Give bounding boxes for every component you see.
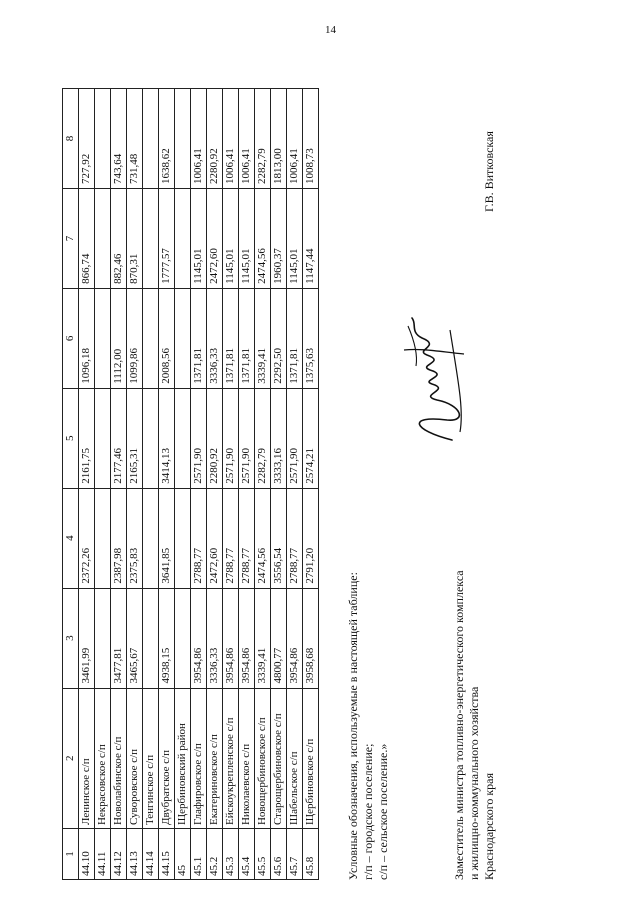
tariff-value: 2387,98 <box>111 488 127 588</box>
notes-line: с/п – сельское поселение.» <box>376 743 390 880</box>
tariff-value: 1371,81 <box>239 288 255 388</box>
tariff-value <box>143 288 159 388</box>
official-title-line: Заместитель министра топливно-энергетического комплекса <box>452 570 466 880</box>
tariff-value <box>175 388 191 488</box>
tariff-value: 3414,13 <box>159 388 175 488</box>
tariff-value: 3477,81 <box>111 588 127 688</box>
tariff-value: 731,48 <box>127 89 143 189</box>
tariff-value <box>143 588 159 688</box>
tariff-value: 1145,01 <box>287 188 303 288</box>
tariff-value: 1145,01 <box>191 188 207 288</box>
tariff-value: 882,46 <box>111 188 127 288</box>
tariff-value: 2282,79 <box>255 89 271 189</box>
tariff-value: 2472,60 <box>207 188 223 288</box>
row-code: 44.13 <box>127 829 143 880</box>
tariff-value: 2574,21 <box>303 388 319 488</box>
row-code: 44.10 <box>79 829 95 880</box>
settlement-name: Старощербиновское с/п <box>271 688 287 829</box>
tariff-value <box>175 188 191 288</box>
tariff-value: 2788,77 <box>191 488 207 588</box>
tariff-value: 1006,41 <box>287 89 303 189</box>
official-title-line: Краснодарского края <box>482 772 496 880</box>
tariff-value: 2375,83 <box>127 488 143 588</box>
settlement-name: Некрасовское с/п <box>95 688 111 829</box>
tariff-value: 743,64 <box>111 89 127 189</box>
tariff-value <box>95 488 111 588</box>
official-title <box>452 570 497 880</box>
tariff-value: 2280,92 <box>207 89 223 189</box>
tariff-value <box>175 89 191 189</box>
tariff-value <box>175 288 191 388</box>
settlement-name: Новощербиновское с/п <box>255 688 271 829</box>
row-code: 44.12 <box>111 829 127 880</box>
settlement-name: Щербиновский район <box>175 688 191 829</box>
tariff-value: 1777,57 <box>159 188 175 288</box>
tariff-value: 1375,63 <box>303 288 319 388</box>
tariff-value: 2177,46 <box>111 388 127 488</box>
table-row <box>127 89 143 880</box>
row-code: 45.8 <box>303 829 319 880</box>
tariff-value: 2165,31 <box>127 388 143 488</box>
tariff-value: 3954,86 <box>239 588 255 688</box>
tariff-value: 2474,56 <box>255 488 271 588</box>
tariff-value: 1006,41 <box>191 89 207 189</box>
column-number: 7 <box>63 188 79 288</box>
tariff-value: 3461,99 <box>79 588 95 688</box>
tariff-value: 870,31 <box>127 188 143 288</box>
legend-notes <box>346 572 391 880</box>
row-code: 45.3 <box>223 829 239 880</box>
row-code: 45.2 <box>207 829 223 880</box>
column-number: 8 <box>63 89 79 189</box>
tariff-value: 3336,33 <box>207 288 223 388</box>
tariff-value <box>95 89 111 189</box>
tariff-value: 1099,86 <box>127 288 143 388</box>
table-row <box>255 89 271 880</box>
row-code: 45.6 <box>271 829 287 880</box>
settlement-name: Суворовское с/п <box>127 688 143 829</box>
settlement-name: Глафировское с/п <box>191 688 207 829</box>
table-row <box>191 89 207 880</box>
tariff-table <box>62 88 319 880</box>
table-row <box>79 89 95 880</box>
table-row <box>287 89 303 880</box>
table-row <box>207 89 223 880</box>
tariff-value: 2788,77 <box>223 488 239 588</box>
tariff-value: 3339,41 <box>255 588 271 688</box>
table-header-row <box>63 89 79 880</box>
table-row <box>159 89 175 880</box>
tariff-value <box>175 488 191 588</box>
table-row <box>303 89 319 880</box>
row-code: 44.15 <box>159 829 175 880</box>
table-row <box>271 89 287 880</box>
tariff-value: 1008,73 <box>303 89 319 189</box>
tariff-value: 2292,50 <box>271 288 287 388</box>
row-code: 45.1 <box>191 829 207 880</box>
tariff-value: 1813,00 <box>271 89 287 189</box>
tariff-value: 2280,92 <box>207 388 223 488</box>
settlement-name: Ейскоукрепленское с/п <box>223 688 239 829</box>
row-code: 45.7 <box>287 829 303 880</box>
tariff-value: 3958,68 <box>303 588 319 688</box>
tariff-value: 3954,86 <box>287 588 303 688</box>
notes-line: г/п – городское поселение; <box>361 743 375 880</box>
settlement-name: Двубратское с/п <box>159 688 175 829</box>
table-row <box>95 89 111 880</box>
tariff-value: 1145,01 <box>223 188 239 288</box>
tariff-value: 2472,60 <box>207 488 223 588</box>
tariff-value: 866,74 <box>79 188 95 288</box>
tariff-value: 3333,16 <box>271 388 287 488</box>
tariff-value: 2791,20 <box>303 488 319 588</box>
tariff-value: 3954,86 <box>223 588 239 688</box>
tariff-value: 1371,81 <box>191 288 207 388</box>
handwritten-signature <box>392 310 482 450</box>
column-number: 2 <box>63 688 79 829</box>
tariff-value: 3954,86 <box>191 588 207 688</box>
tariff-value <box>143 188 159 288</box>
tariff-value: 4800,77 <box>271 588 287 688</box>
tariff-value <box>175 588 191 688</box>
notes-line: Условные обозначения, используемые в настоящей таблице: <box>346 572 360 880</box>
table-row <box>111 89 127 880</box>
tariff-value: 2571,90 <box>191 388 207 488</box>
tariff-value: 2788,77 <box>239 488 255 588</box>
row-code: 45 <box>175 829 191 880</box>
tariff-value: 2372,26 <box>79 488 95 588</box>
table-row <box>143 89 159 880</box>
column-number: 3 <box>63 588 79 688</box>
tariff-value: 3465,67 <box>127 588 143 688</box>
tariff-value: 2008,56 <box>159 288 175 388</box>
tariff-value: 2474,56 <box>255 188 271 288</box>
tariff-value: 1006,41 <box>223 89 239 189</box>
table-row <box>175 89 191 880</box>
column-number: 1 <box>63 829 79 880</box>
tariff-value: 1638,62 <box>159 89 175 189</box>
table-row <box>223 89 239 880</box>
settlement-name: Щербиновское с/п <box>303 688 319 829</box>
tariff-value: 2282,79 <box>255 388 271 488</box>
tariff-value: 1096,18 <box>79 288 95 388</box>
settlement-name: Шабельское с/п <box>287 688 303 829</box>
tariff-value: 3336,33 <box>207 588 223 688</box>
settlement-name: Николаевское с/п <box>239 688 255 829</box>
official-title-line: и жилищно-коммунального хозяйства <box>467 686 481 880</box>
settlement-name: Новолабинское с/п <box>111 688 127 829</box>
tariff-value: 727,92 <box>79 89 95 189</box>
column-number: 5 <box>63 388 79 488</box>
tariff-value: 3556,54 <box>271 488 287 588</box>
tariff-value: 1145,01 <box>239 188 255 288</box>
tariff-value <box>143 488 159 588</box>
tariff-value: 1371,81 <box>287 288 303 388</box>
row-code: 44.11 <box>95 829 111 880</box>
row-code: 45.5 <box>255 829 271 880</box>
page-number: 14 <box>325 24 336 36</box>
tariff-value <box>95 388 111 488</box>
official-name: Г.В. Витковская <box>482 131 496 212</box>
tariff-value: 1006,41 <box>239 89 255 189</box>
tariff-value: 1147,44 <box>303 188 319 288</box>
row-code: 45.4 <box>239 829 255 880</box>
tariff-value <box>143 89 159 189</box>
settlement-name: Тенгинское с/п <box>143 688 159 829</box>
settlement-name: Ленинское с/п <box>79 688 95 829</box>
column-number: 4 <box>63 488 79 588</box>
tariff-value: 1371,81 <box>223 288 239 388</box>
rotated-sheet <box>62 40 622 880</box>
tariff-value: 3339,41 <box>255 288 271 388</box>
row-code: 44.14 <box>143 829 159 880</box>
tariff-value <box>143 388 159 488</box>
tariff-value <box>95 188 111 288</box>
tariff-value: 2571,90 <box>287 388 303 488</box>
tariff-value: 4938,15 <box>159 588 175 688</box>
tariff-value: 2571,90 <box>239 388 255 488</box>
tariff-value: 3641,85 <box>159 488 175 588</box>
tariff-value: 2571,90 <box>223 388 239 488</box>
tariff-value: 1112,00 <box>111 288 127 388</box>
table-row <box>239 89 255 880</box>
tariff-value: 2788,77 <box>287 488 303 588</box>
tariff-value <box>95 288 111 388</box>
column-number: 6 <box>63 288 79 388</box>
tariff-value: 2161,75 <box>79 388 95 488</box>
tariff-value <box>95 588 111 688</box>
settlement-name: Екатериновское с/п <box>207 688 223 829</box>
tariff-value: 1960,37 <box>271 188 287 288</box>
